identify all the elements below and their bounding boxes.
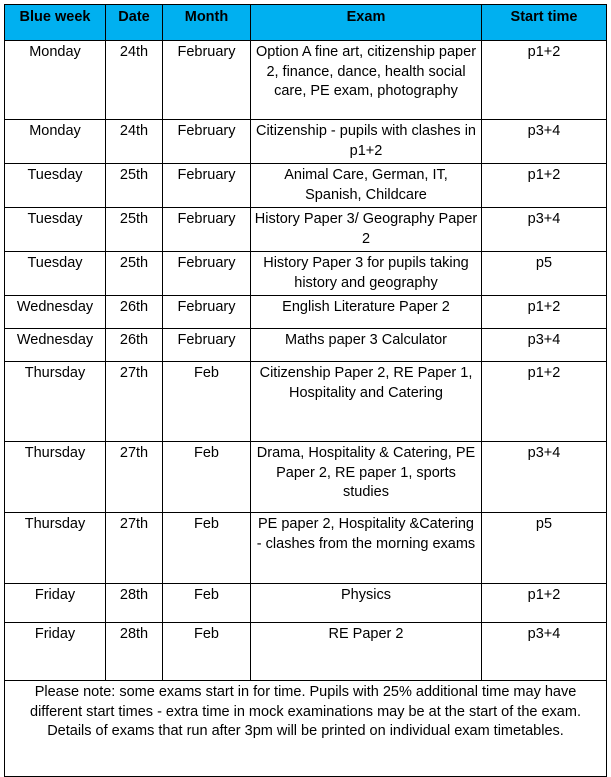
start-cell: p3+4: [482, 329, 607, 362]
date-cell: 27th: [106, 362, 163, 442]
table-row: [5, 513, 607, 584]
start-cell: p1+2: [482, 164, 607, 208]
exam-cell: History Paper 3 for pupils taking history and geography: [251, 252, 482, 296]
month-cell: February: [163, 296, 251, 329]
date-cell: 25th: [106, 164, 163, 208]
date-cell: 25th: [106, 208, 163, 252]
start-cell: p3+4: [482, 623, 607, 681]
table-row: [5, 362, 607, 442]
day-cell: Wednesday: [5, 329, 106, 362]
table-row: [5, 584, 607, 623]
day-cell: Friday: [5, 623, 106, 681]
table-row: [5, 41, 607, 120]
day-cell: Tuesday: [5, 208, 106, 252]
exam-cell: RE Paper 2: [251, 623, 482, 681]
exam-cell: Citizenship Paper 2, RE Paper 1, Hospitality and Catering: [251, 362, 482, 442]
header-month: Month: [163, 5, 251, 41]
date-cell: 28th: [106, 623, 163, 681]
day-cell: Thursday: [5, 513, 106, 584]
table-row: [5, 329, 607, 362]
month-cell: Feb: [163, 623, 251, 681]
header-row: [5, 5, 607, 41]
start-cell: p1+2: [482, 41, 607, 120]
exam-cell: PE paper 2, Hospitality &Catering - clashes from the morning exams: [251, 513, 482, 584]
table-row: [5, 208, 607, 252]
exam-cell: Citizenship - pupils with clashes in p1+2: [251, 120, 482, 164]
day-cell: Tuesday: [5, 164, 106, 208]
day-cell: Monday: [5, 41, 106, 120]
month-cell: Feb: [163, 362, 251, 442]
date-cell: 24th: [106, 120, 163, 164]
start-cell: p3+4: [482, 208, 607, 252]
exam-cell: Option A fine art, citizenship paper 2, finance, dance, health social care, PE exam, photography: [251, 41, 482, 120]
exam-timetable: [4, 4, 607, 777]
note-text: Please note: some exams start in for time. Pupils with 25% additional time may have different start times - extra time in mock examinations may be at the start of the exam. Details of exams that run after 3pm will be printed on individual exam timetables.: [5, 681, 607, 777]
exam-cell: Physics: [251, 584, 482, 623]
month-cell: February: [163, 164, 251, 208]
start-cell: p1+2: [482, 296, 607, 329]
month-cell: Feb: [163, 513, 251, 584]
table-row: [5, 442, 607, 513]
table-row: [5, 252, 607, 296]
day-cell: Monday: [5, 120, 106, 164]
exam-cell: History Paper 3/ Geography Paper 2: [251, 208, 482, 252]
month-cell: Feb: [163, 584, 251, 623]
day-cell: Wednesday: [5, 296, 106, 329]
start-cell: p5: [482, 252, 607, 296]
date-cell: 27th: [106, 442, 163, 513]
header-exam: Exam: [251, 5, 482, 41]
start-cell: p3+4: [482, 442, 607, 513]
table-row: [5, 120, 607, 164]
table-row: [5, 623, 607, 681]
day-cell: Thursday: [5, 362, 106, 442]
table-row: [5, 164, 607, 208]
date-cell: 25th: [106, 252, 163, 296]
header-date: Date: [106, 5, 163, 41]
start-cell: p1+2: [482, 584, 607, 623]
exam-cell: Animal Care, German, IT, Spanish, Childcare: [251, 164, 482, 208]
day-cell: Friday: [5, 584, 106, 623]
start-cell: p1+2: [482, 362, 607, 442]
table-row: [5, 296, 607, 329]
month-cell: February: [163, 252, 251, 296]
date-cell: 28th: [106, 584, 163, 623]
date-cell: 26th: [106, 296, 163, 329]
month-cell: February: [163, 120, 251, 164]
month-cell: Feb: [163, 442, 251, 513]
exam-cell: Maths paper 3 Calculator: [251, 329, 482, 362]
header-start-time: Start time: [482, 5, 607, 41]
note-row: [5, 681, 607, 777]
date-cell: 26th: [106, 329, 163, 362]
day-cell: Thursday: [5, 442, 106, 513]
start-cell: p5: [482, 513, 607, 584]
day-cell: Tuesday: [5, 252, 106, 296]
start-cell: p3+4: [482, 120, 607, 164]
date-cell: 24th: [106, 41, 163, 120]
exam-cell: English Literature Paper 2: [251, 296, 482, 329]
month-cell: February: [163, 41, 251, 120]
date-cell: 27th: [106, 513, 163, 584]
exam-cell: Drama, Hospitality & Catering, PE Paper 2, RE paper 1, sports studies: [251, 442, 482, 513]
month-cell: February: [163, 329, 251, 362]
month-cell: February: [163, 208, 251, 252]
header-blue-week: Blue week: [5, 5, 106, 41]
